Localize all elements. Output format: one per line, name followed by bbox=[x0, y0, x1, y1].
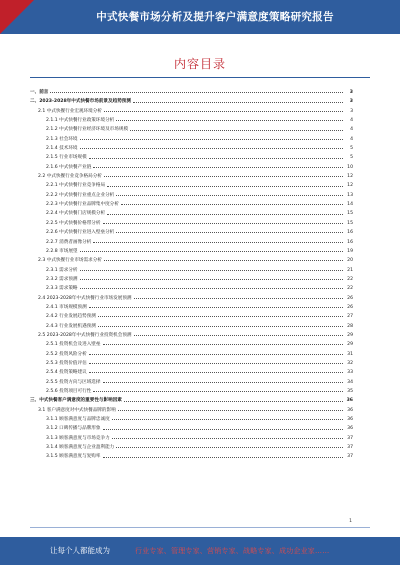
toc-leader-dots bbox=[107, 214, 343, 215]
toc-entry-label: 2.4 2023-2028年中式快餐行业市场发展预测 bbox=[38, 295, 132, 301]
toc-leader-dots bbox=[80, 288, 343, 289]
table-of-contents bbox=[30, 88, 353, 462]
toc-entry[interactable] bbox=[30, 191, 353, 200]
toc-entry-page: 36 bbox=[347, 417, 353, 423]
toc-divider bbox=[30, 77, 370, 78]
toc-leader-dots bbox=[98, 326, 343, 327]
toc-entry-label: 2.1.1 中式快餐行业政策环境分析 bbox=[46, 118, 115, 124]
toc-entry-label: 2.3.2 需求预测 bbox=[46, 276, 78, 282]
toc-entry-label: 2.5.3 投资价值评估 bbox=[46, 360, 87, 366]
toc-leader-dots bbox=[89, 354, 343, 355]
toc-leader-dots bbox=[121, 204, 343, 205]
toc-entry[interactable] bbox=[30, 209, 353, 218]
toc-entry[interactable] bbox=[30, 359, 353, 368]
toc-entry-label: 2.5.4 投资策略建议 bbox=[46, 370, 87, 376]
toc-entry[interactable] bbox=[30, 144, 353, 153]
toc-entry-page: 35 bbox=[347, 389, 353, 394]
toc-entry-page: 37 bbox=[347, 445, 353, 451]
toc-entry[interactable] bbox=[30, 434, 353, 443]
toc-entry-label: 二、2023-2028年中式快餐市场前景及趋势预测 bbox=[30, 99, 131, 105]
toc-entry-label: 2.1.4 技术环境 bbox=[46, 146, 78, 152]
footer-bar bbox=[0, 537, 400, 565]
toc-entry[interactable] bbox=[30, 238, 353, 247]
toc-entry[interactable] bbox=[30, 284, 353, 293]
toc-entry-label: 2.2.7 消费者画像分析 bbox=[46, 239, 92, 245]
toc-entry-label: 2.2.2 中式快餐行业重点企业分析 bbox=[46, 192, 115, 198]
toc-leader-dots bbox=[104, 176, 343, 177]
toc-entry-label: 3.1.5 顾客满意度与复购率 bbox=[46, 454, 101, 460]
toc-entry-page: 26 bbox=[347, 304, 353, 310]
toc-entry[interactable] bbox=[30, 247, 353, 256]
toc-entry-page: 4 bbox=[350, 118, 353, 124]
toc-entry[interactable] bbox=[30, 294, 353, 303]
toc-entry-label: 2.4.3 行业发展机遇预测 bbox=[46, 323, 96, 329]
toc-entry-page: 20 bbox=[347, 258, 353, 264]
toc-entry-label: 2.2.4 中式快餐门店规模分析 bbox=[46, 211, 106, 217]
toc-entry-page: 22 bbox=[347, 276, 353, 282]
toc-entry-label: 三、中式快餐客户满意度的重要性与影响因素 bbox=[30, 398, 122, 404]
toc-entry-page: 5 bbox=[350, 146, 353, 152]
toc-leader-dots bbox=[103, 223, 344, 224]
toc-entry[interactable] bbox=[30, 415, 353, 424]
toc-entry-page: 33 bbox=[347, 370, 353, 376]
toc-leader-dots bbox=[80, 148, 343, 149]
toc-entry-label: 2.5.2 投资风险分析 bbox=[46, 351, 87, 357]
toc-entry-page: 29 bbox=[347, 342, 353, 348]
toc-entry[interactable] bbox=[30, 275, 353, 284]
document-title: 中式快餐市场分析及提升客户满意度策略研究报告 bbox=[96, 11, 334, 23]
toc-entry-label: 2.2.3 中式快餐行业品牌集中度分析 bbox=[46, 202, 119, 208]
toc-leader-dots bbox=[116, 195, 343, 196]
toc-leader-dots bbox=[98, 316, 343, 317]
toc-entry-page: 10 bbox=[347, 164, 353, 170]
toc-entry-label: 2.1.5 行业市场规模 bbox=[46, 155, 87, 161]
toc-entry[interactable] bbox=[30, 107, 353, 116]
toc-entry-label: 一、前言 bbox=[30, 90, 49, 95]
header-accent bbox=[0, 0, 34, 34]
toc-entry[interactable] bbox=[30, 125, 353, 134]
toc-leader-dots bbox=[112, 438, 343, 439]
toc-entry-page: 4 bbox=[350, 136, 353, 142]
toc-entry-label: 2.3.1 需求分析 bbox=[46, 267, 78, 273]
toc-leader-dots bbox=[50, 92, 343, 93]
toc-entry-page: 16 bbox=[347, 230, 353, 236]
toc-leader-dots bbox=[89, 363, 343, 364]
toc-entry-page: 14 bbox=[347, 202, 353, 208]
toc-entry[interactable] bbox=[30, 219, 353, 228]
toc-leader-dots bbox=[103, 344, 344, 345]
toc-entry-page: 36 bbox=[347, 426, 353, 432]
toc-entry[interactable] bbox=[30, 97, 353, 106]
toc-entry-label: 2.2 中式快餐行业竞争格局分析 bbox=[38, 174, 102, 180]
toc-entry-page: 3 bbox=[349, 99, 353, 105]
toc-entry[interactable] bbox=[30, 228, 353, 237]
toc-entry[interactable] bbox=[30, 312, 353, 321]
toc-entry-page: 22 bbox=[347, 286, 353, 292]
toc-leader-dots bbox=[80, 251, 343, 252]
toc-entry-page: 27 bbox=[347, 314, 353, 320]
toc-entry[interactable] bbox=[30, 368, 353, 377]
toc-entry[interactable] bbox=[30, 387, 353, 396]
footer-slogan-left: 让每个人都能成为 bbox=[50, 546, 110, 555]
toc-entry-label: 2.4.1 市场规模预测 bbox=[46, 304, 87, 310]
footer-slogan-right: 行业专家、管理专家、营销专家、战略专家、成功企业家…… bbox=[135, 547, 330, 555]
header-bar bbox=[0, 0, 400, 34]
toc-entry[interactable] bbox=[30, 181, 353, 190]
toc-entry-page: 32 bbox=[347, 360, 353, 366]
toc-entry-page: 3 bbox=[350, 108, 353, 114]
toc-entry-label: 2.1.3 社会环境 bbox=[46, 136, 78, 142]
toc-entry[interactable] bbox=[30, 396, 353, 405]
toc-entry[interactable] bbox=[30, 452, 353, 461]
toc-entry-label: 2.3.3 需求策略 bbox=[46, 286, 78, 292]
toc-entry-page: 19 bbox=[347, 248, 353, 254]
toc-entry[interactable] bbox=[30, 200, 353, 209]
toc-leader-dots bbox=[116, 447, 343, 448]
toc-entry-page: 15 bbox=[347, 211, 353, 217]
toc-entry[interactable] bbox=[30, 116, 353, 125]
toc-entry-label: 2.2.8 市场展望 bbox=[46, 248, 78, 254]
toc-leader-dots bbox=[103, 382, 344, 383]
toc-entry-label: 2.5.6 投资项目可行性 bbox=[46, 389, 92, 394]
toc-entry[interactable] bbox=[30, 322, 353, 331]
toc-entry-page: 37 bbox=[347, 435, 353, 441]
toc-leader-dots bbox=[89, 158, 343, 159]
toc-leader-dots bbox=[89, 307, 343, 308]
toc-leader-dots bbox=[89, 372, 343, 373]
toc-entry-label: 2.3 中式快餐行业市场需求分析 bbox=[38, 258, 102, 264]
toc-leader-dots bbox=[118, 410, 343, 411]
toc-entry-label: 2.2.5 中式快餐价格带分析 bbox=[46, 220, 101, 226]
toc-entry-label: 2.5.1 投资机会及进入壁垒 bbox=[46, 342, 101, 348]
toc-leader-dots bbox=[112, 419, 343, 420]
toc-leader-dots bbox=[104, 260, 343, 261]
toc-entry-page: 34 bbox=[347, 379, 353, 385]
toc-entry[interactable] bbox=[30, 406, 353, 415]
toc-entry-label: 3.1 客户满意度对中式快餐品牌的影响 bbox=[38, 407, 116, 413]
toc-entry-page: 26 bbox=[347, 295, 353, 301]
toc-entry-page: 13 bbox=[347, 192, 353, 198]
toc-entry[interactable] bbox=[30, 172, 353, 181]
toc-leader-dots bbox=[93, 242, 343, 243]
toc-entry-label: 2.1.2 中式快餐行业经济环境及市场规模 bbox=[46, 127, 129, 133]
toc-entry-label: 2.5.5 投资方向与区域选择 bbox=[46, 379, 101, 385]
toc-leader-dots bbox=[104, 111, 343, 112]
toc-leader-dots bbox=[103, 429, 344, 430]
toc-entry-label: 3.1.1 顾客满意度与品牌忠诚度 bbox=[46, 417, 110, 423]
toc-entry-label: 2.4.2 行业发展趋势预测 bbox=[46, 314, 96, 320]
toc-leader-dots bbox=[134, 298, 343, 299]
toc-entry-page: 36 bbox=[347, 407, 353, 413]
toc-entry-page: 36 bbox=[346, 398, 353, 404]
toc-entry-label: 3.1.2 口碑传播与品牌形象 bbox=[46, 426, 101, 432]
toc-entry-page: 12 bbox=[347, 174, 353, 180]
toc-leader-dots bbox=[134, 335, 343, 336]
toc-entry-page: 37 bbox=[347, 454, 353, 460]
toc-leader-dots bbox=[130, 130, 343, 131]
toc-leader-dots bbox=[133, 102, 343, 103]
toc-leader-dots bbox=[103, 457, 344, 458]
page-number: 1 bbox=[349, 519, 352, 524]
toc-entry[interactable] bbox=[30, 266, 353, 275]
toc-entry-page: 31 bbox=[347, 351, 353, 357]
toc-entry[interactable] bbox=[30, 331, 353, 340]
toc-entry[interactable] bbox=[30, 88, 353, 97]
toc-entry[interactable] bbox=[30, 163, 353, 172]
toc-leader-dots bbox=[80, 139, 343, 140]
toc-entry[interactable] bbox=[30, 443, 353, 452]
toc-entry-label: 2.2.1 中式快餐行业竞争格局 bbox=[46, 183, 106, 189]
toc-entry-label: 2.2.6 中式快餐行业进入壁垒分析 bbox=[46, 230, 115, 236]
toc-entry[interactable] bbox=[30, 303, 353, 312]
toc-entry-page: 16 bbox=[347, 239, 353, 245]
toc-entry-label: 3.1.4 顾客满意度与企业盈利能力 bbox=[46, 445, 115, 451]
toc-entry-label: 2.1.6 中式快餐产业链 bbox=[46, 164, 92, 170]
toc-leader-dots bbox=[80, 270, 343, 271]
bottom-divider bbox=[30, 527, 370, 528]
toc-leader-dots bbox=[80, 279, 343, 280]
toc-entry[interactable] bbox=[30, 424, 353, 433]
toc-leader-dots bbox=[116, 120, 343, 121]
toc-entry-page: 3 bbox=[349, 90, 353, 95]
toc-entry-label: 2.5 2023-2028年中式快餐行业投资机会预测 bbox=[38, 332, 132, 338]
toc-entry[interactable] bbox=[30, 378, 353, 387]
toc-leader-dots bbox=[93, 391, 343, 392]
toc-entry-page: 28 bbox=[347, 323, 353, 329]
toc-entry-label: 3.1.3 顾客满意度与市场竞争力 bbox=[46, 435, 110, 441]
toc-leader-dots bbox=[116, 232, 343, 233]
toc-leader-dots bbox=[93, 167, 343, 168]
toc-entry-label: 2.1 中式快餐行业宏观环境分析 bbox=[38, 108, 102, 114]
toc-entry-page: 21 bbox=[347, 267, 353, 273]
toc-entry-page: 29 bbox=[347, 332, 353, 338]
toc-entry-page: 4 bbox=[350, 127, 353, 133]
toc-entry[interactable] bbox=[30, 340, 353, 349]
toc-entry-page: 15 bbox=[347, 220, 353, 226]
toc-entry-page: 5 bbox=[350, 155, 353, 161]
toc-entry[interactable] bbox=[30, 350, 353, 359]
toc-entry[interactable] bbox=[30, 153, 353, 162]
toc-heading: 内容目录 bbox=[173, 57, 226, 71]
toc-leader-dots bbox=[124, 401, 343, 402]
toc-entry[interactable] bbox=[30, 256, 353, 265]
toc-leader-dots bbox=[107, 186, 343, 187]
toc-entry[interactable] bbox=[30, 135, 353, 144]
toc-entry-page: 12 bbox=[347, 183, 353, 189]
